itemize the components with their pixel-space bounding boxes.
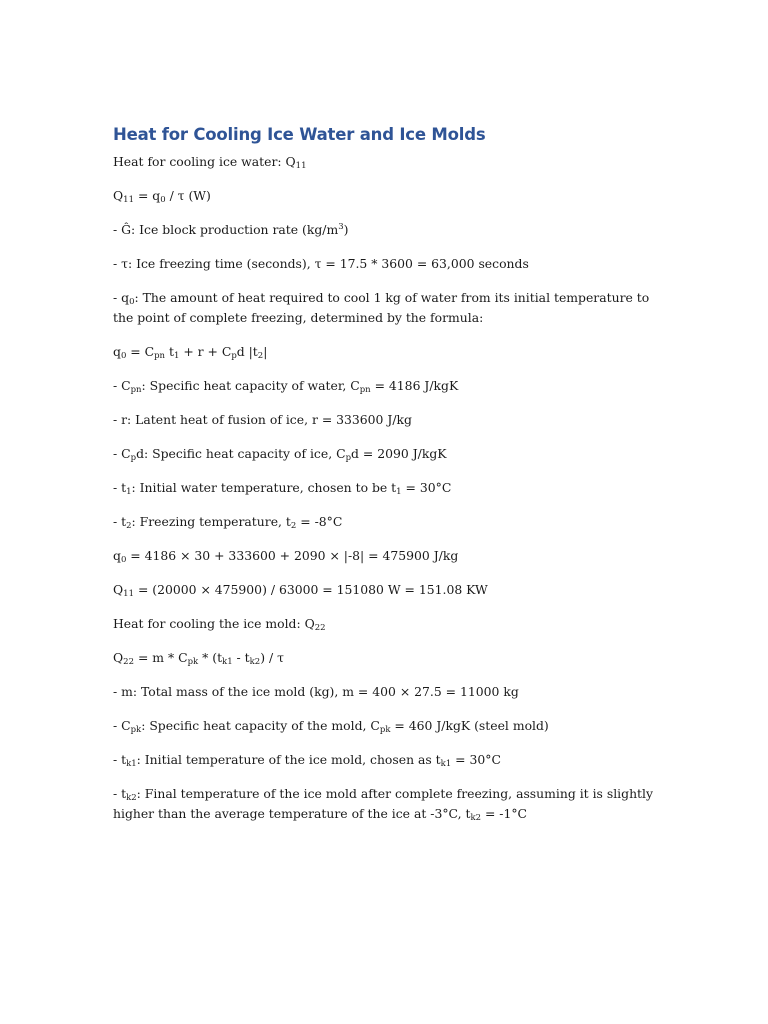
paragraph-9: - $t_1$: Initial water temperature, chosen to be $t_1 = 30^\circ C$ [113,480,452,497]
paragraph-3: - τ: Ice freezing time (seconds), τ = 17.5 * 3600 = 63,000 seconds [113,256,529,271]
paragraph-15: - m: Total mass of the ice mold (kg), m = 400 × 27.5 = 11000 kg [113,684,519,699]
document-body [113,152,657,824]
paragraph-16: - $C_{pk}$: Specific heat capacity of the mold, $C_{pk} = 460$ J/kgK (steel mold) [113,718,549,735]
paragraph-14: $Q_{22} = m * C_{pk} * (t_{k1} - t_{k2}) / \tau$ [113,650,284,667]
paragraph-1: $Q_{11} = q_0 / \tau$ (W) [113,188,211,205]
paragraph-5: $q_0 = C_{pn}$ $t_1 + r + C_pd$ $|t_2|$ [113,344,268,361]
paragraph-4: - $q_0$: The amount of heat required to cool 1 kg of water from its initial temperature to the point of complete freezing, determined by the formula: [113,290,654,325]
paragraph-2: - Ĝ: Ice block production rate $(kg/m^3)$ [113,222,349,237]
paragraph-12: $Q_{11} = (20000 \times 475900) / 63000 = 151080$ W = 151.08 KW [113,582,488,599]
paragraph-6: - $C_{pn}$: Specific heat capacity of water, $C_{pn} = 4186$ J/kgK [113,378,459,395]
paragraph-18: - $t_{k2}$: Final temperature of the ice mold after complete freezing, assuming it is slightly higher than the average temperature of the ice at -3°C, $t_{k2} = -1^\circ C$ [113,786,657,823]
paragraph-11: $q_0 = 4186 \times 30 + 333600 + 2090 \times |-8| = 475900$ J/kg [113,548,459,565]
paragraph-7: - r: Latent heat of fusion of ice, r = 333600 J/kg [113,412,412,427]
paragraph-17: - $t_{k1}$: Initial temperature of the ice mold, chosen as $t_{k1} = 30^\circ C$ [113,752,501,769]
section-heading: Heat for Cooling Ice Water and Ice Molds [113,125,486,144]
paragraph-10: - $t_2$: Freezing temperature, $t_2 = -8^\circ C$ [113,514,343,531]
document-page [113,124,657,838]
paragraph-13: Heat for cooling the ice mold: $Q_{22}$ [113,616,326,633]
paragraph-0: Heat for cooling ice water: $Q_{11}$ [113,154,307,171]
paragraph-8: - $C_pd$: Specific heat capacity of ice, $C_pd = 2090$ J/kgK [113,446,447,463]
